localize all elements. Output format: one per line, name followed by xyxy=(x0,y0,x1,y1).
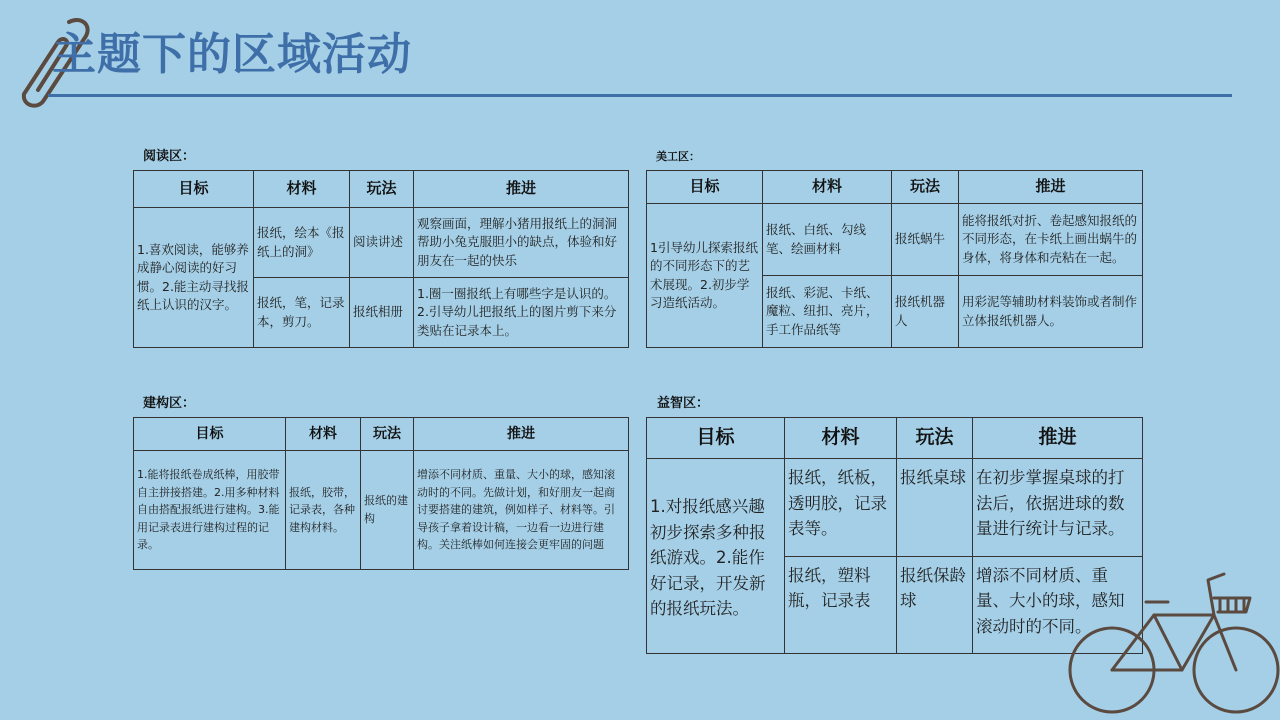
table-row xyxy=(647,204,1143,276)
build-section-label: 建构区： xyxy=(143,396,196,411)
play-cell: 报纸机器人 xyxy=(892,276,959,348)
goal-cell: 1引导幼儿探索报纸的不同形态下的艺术展现。2.初步学习造纸活动。 xyxy=(647,204,763,348)
header-play: 玩法 xyxy=(897,418,973,459)
play-cell: 报纸蜗牛 xyxy=(892,204,959,276)
header-goal: 目标 xyxy=(134,418,286,451)
page-title: 主题下的区域活动 xyxy=(52,29,412,80)
table-header-row xyxy=(647,418,1143,459)
material-cell: 报纸，笔，记录本，剪刀。 xyxy=(254,278,350,348)
header-goal: 目标 xyxy=(647,171,763,204)
header-advance: 推进 xyxy=(414,171,629,208)
header-play: 玩法 xyxy=(361,418,414,451)
build-table xyxy=(133,417,629,570)
advance-cell: 用彩泥等辅助材料装饰或者制作立体报纸机器人。 xyxy=(959,276,1143,348)
reading-table xyxy=(133,170,629,348)
material-cell: 报纸、白纸、勾线笔、绘画材料 xyxy=(763,204,892,276)
header-advance: 推进 xyxy=(973,418,1143,459)
advance-cell: 增添不同材质、重量、大小的球，感知滚动时的不同。先做计划，和好朋友一起商讨要搭建的建筑，例如样子、材料等。引导孩子拿着设计稿，一边看一边进行建构。关注纸棒如何连接会更牢固的问题 xyxy=(414,451,629,570)
header-material: 材料 xyxy=(785,418,897,459)
play-cell: 阅读讲述 xyxy=(350,208,414,278)
art-section-label: 美工区： xyxy=(656,150,700,163)
table-header-row xyxy=(134,171,629,208)
advance-cell: 1.圈一圈报纸上有哪些字是认识的。2.引导幼儿把报纸上的图片剪下来分类贴在记录本上。 xyxy=(414,278,629,348)
material-cell: 报纸，塑料瓶，记录表 xyxy=(785,556,897,654)
play-cell: 报纸保龄球 xyxy=(897,556,973,654)
table-row xyxy=(134,208,629,278)
advance-cell: 在初步掌握桌球的打法后，依据进球的数量进行统计与记录。 xyxy=(973,459,1143,557)
title-divider xyxy=(48,94,1232,97)
math-section-label: 益智区： xyxy=(657,396,710,411)
art-table xyxy=(646,170,1143,348)
table-header-row xyxy=(647,171,1143,204)
header-advance: 推进 xyxy=(414,418,629,451)
table-row xyxy=(134,451,629,570)
advance-cell: 观察画面，理解小猪用报纸上的洞洞帮助小兔克服胆小的缺点，体验和好朋友在一起的快乐 xyxy=(414,208,629,278)
goal-cell: 1.能将报纸卷成纸棒，用胶带自主拼接搭建。2.用多种材料自由搭配报纸进行建构。3.能用记录表进行建构过程的记录。 xyxy=(134,451,286,570)
material-cell: 报纸，胶带，记录表，各种建构材料。 xyxy=(286,451,361,570)
play-cell: 报纸桌球 xyxy=(897,459,973,557)
goal-cell: 1.对报纸感兴趣初步探索多种报纸游戏。2.能作好记录，开发新的报纸玩法。 xyxy=(647,459,785,654)
bicycle-icon xyxy=(1064,540,1280,720)
material-cell: 报纸，绘本《报纸上的洞》 xyxy=(254,208,350,278)
header-goal: 目标 xyxy=(134,171,254,208)
table-header-row xyxy=(134,418,629,451)
play-cell: 报纸的建构 xyxy=(361,451,414,570)
header-material: 材料 xyxy=(763,171,892,204)
header-advance: 推进 xyxy=(959,171,1143,204)
header-play: 玩法 xyxy=(350,171,414,208)
header-play: 玩法 xyxy=(892,171,959,204)
reading-section-label: 阅读区： xyxy=(143,149,196,164)
material-cell: 报纸、彩泥、卡纸、魔粒、纽扣、亮片，手工作品纸等 xyxy=(763,276,892,348)
play-cell: 报纸相册 xyxy=(350,278,414,348)
advance-cell: 能将报纸对折、卷起感知报纸的不同形态，在卡纸上画出蜗牛的身体，将身体和壳粘在一起。 xyxy=(959,204,1143,276)
header-material: 材料 xyxy=(286,418,361,451)
material-cell: 报纸，纸板，透明胶，记录表等。 xyxy=(785,459,897,557)
header-material: 材料 xyxy=(254,171,350,208)
advance-cell: 增添不同材质、重量、大小的球，感知滚动时的不同。 xyxy=(973,556,1143,654)
header-goal: 目标 xyxy=(647,418,785,459)
goal-cell: 1.喜欢阅读，能够养成静心阅读的好习惯。2.能主动寻找报纸上认识的汉字。 xyxy=(134,208,254,348)
